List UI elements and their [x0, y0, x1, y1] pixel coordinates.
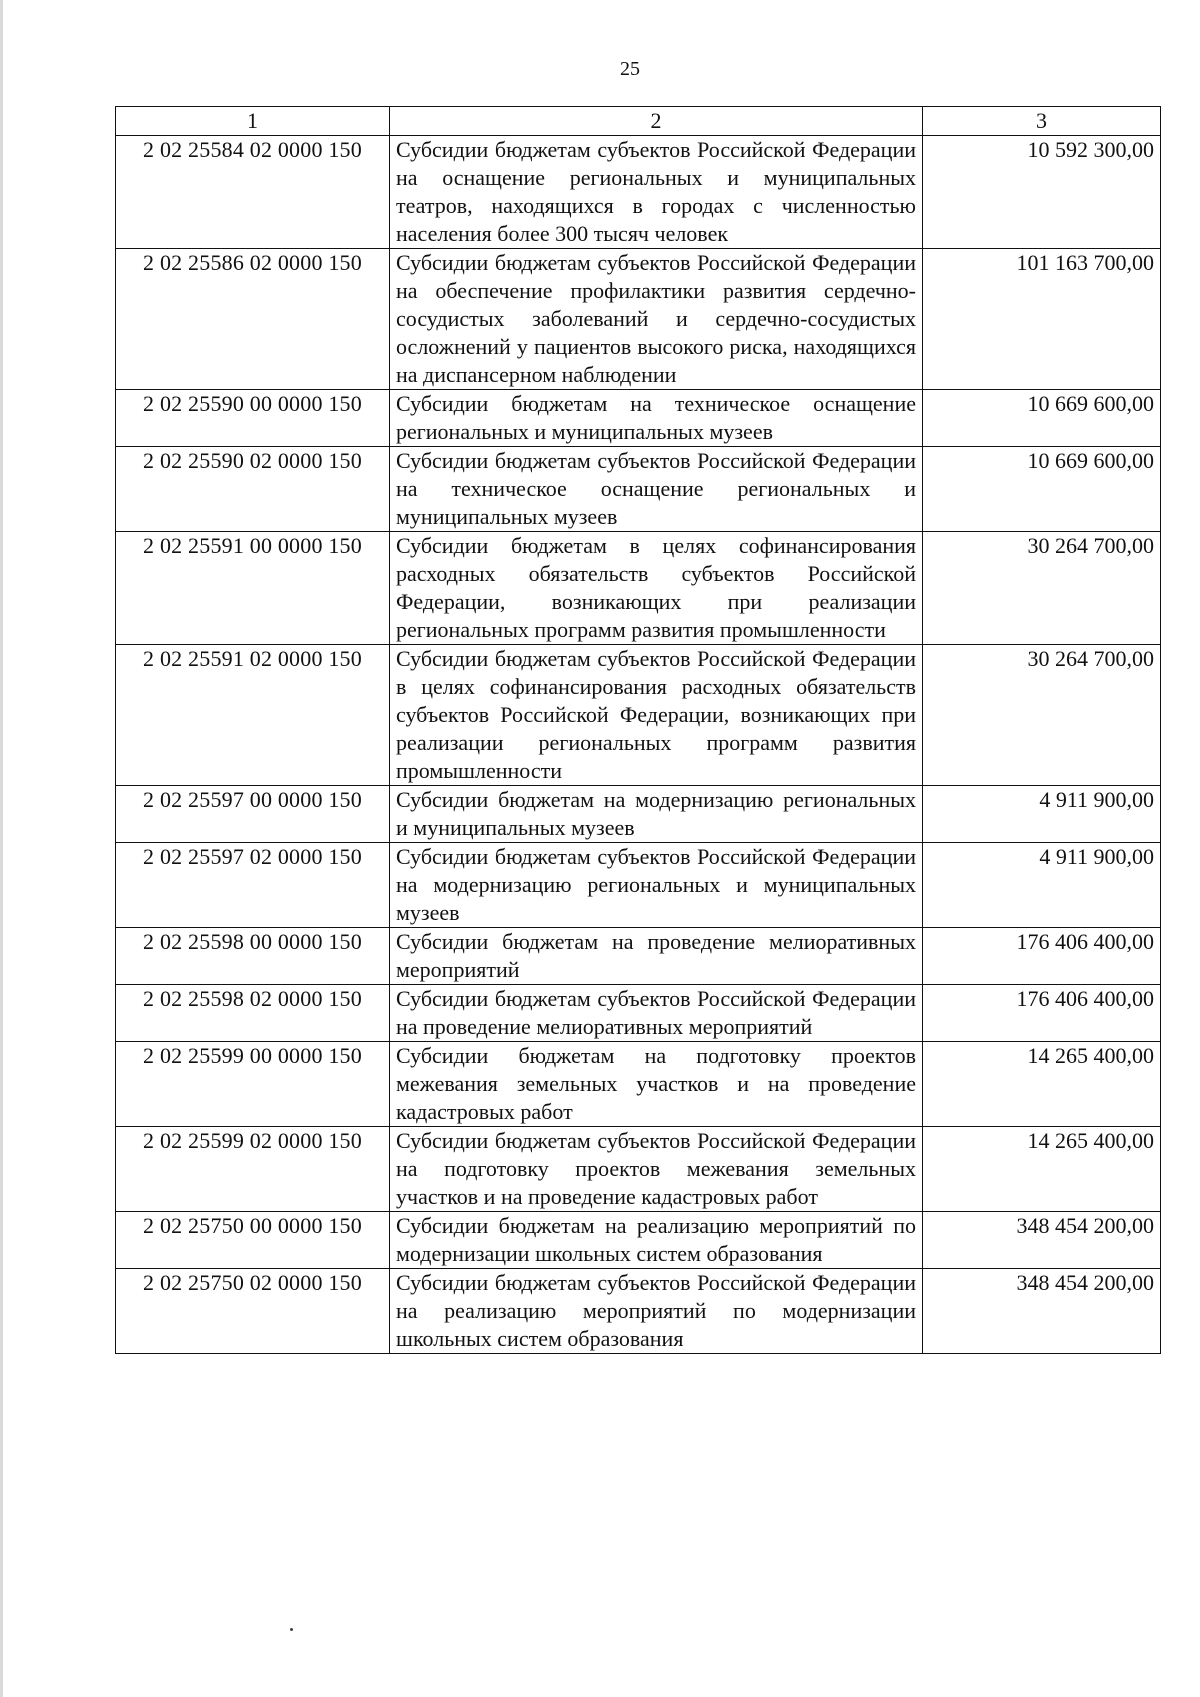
budget-code: 2 02 25590 02 0000 150 [116, 447, 390, 532]
amount: 348 454 200,00 [923, 1269, 1161, 1354]
income-name: Субсидии бюджетам в целях софинансирования расходных обязательств субъектов Российской Федерации, возникающих при реализации региональных программ развития промышленности [390, 532, 923, 645]
amount: 4 911 900,00 [923, 843, 1161, 928]
page-number: 25 [620, 58, 640, 80]
amount: 30 264 700,00 [923, 645, 1161, 786]
income-name: Субсидии бюджетам на проведение мелиоративных мероприятий [390, 928, 923, 985]
table-row [116, 532, 1161, 645]
amount: 10 669 600,00 [923, 447, 1161, 532]
income-name: Субсидии бюджетам на реализацию мероприятий по модернизации школьных систем образования [390, 1212, 923, 1269]
table-row [116, 447, 1161, 532]
header-row [116, 107, 1161, 136]
column-header-code: 1 [116, 107, 390, 136]
budget-code: 2 02 25597 00 0000 150 [116, 786, 390, 843]
income-name: Субсидии бюджетам субъектов Российской Федерации на обеспечение профилактики развития сердечно-сосудистых заболеваний и сердечно-сосудистых осложнений у пациентов высокого риска, находящихся на диспансерном наблюдении [390, 249, 923, 390]
column-header-sum: 3 [923, 107, 1161, 136]
budget-code: 2 02 25591 02 0000 150 [116, 645, 390, 786]
amount: 176 406 400,00 [923, 928, 1161, 985]
budget-code: 2 02 25586 02 0000 150 [116, 249, 390, 390]
table-row [116, 1127, 1161, 1212]
income-name: Субсидии бюджетам субъектов Российской Федерации на техническое оснащение региональных и муниципальных музеев [390, 447, 923, 532]
table-row [116, 928, 1161, 985]
amount: 14 265 400,00 [923, 1127, 1161, 1212]
income-name: Субсидии бюджетам субъектов Российской Федерации на реализацию мероприятий по модернизации школьных систем образования [390, 1269, 923, 1354]
table-row [116, 249, 1161, 390]
amount: 176 406 400,00 [923, 985, 1161, 1042]
income-name: Субсидии бюджетам субъектов Российской Федерации на подготовку проектов межевания земельных участков и на проведение кадастровых работ [390, 1127, 923, 1212]
budget-code: 2 02 25598 02 0000 150 [116, 985, 390, 1042]
income-name: Субсидии бюджетам субъектов Российской Федерации в целях софинансирования расходных обязательств субъектов Российской Федерации, возникающих при реализации региональных программ развития промышленности [390, 645, 923, 786]
budget-code: 2 02 25599 02 0000 150 [116, 1127, 390, 1212]
budget-code: 2 02 25597 02 0000 150 [116, 843, 390, 928]
income-name: Субсидии бюджетам на подготовку проектов межевания земельных участков и на проведение кадастровых работ [390, 1042, 923, 1127]
budget-code: 2 02 25750 00 0000 150 [116, 1212, 390, 1269]
budget-code: 2 02 25590 00 0000 150 [116, 390, 390, 447]
income-name: Субсидии бюджетам субъектов Российской Федерации на проведение мелиоративных мероприятий [390, 985, 923, 1042]
column-header-name: 2 [390, 107, 923, 136]
table-row [116, 985, 1161, 1042]
table-row [116, 645, 1161, 786]
table-row [116, 136, 1161, 249]
amount: 30 264 700,00 [923, 532, 1161, 645]
table-row [116, 390, 1161, 447]
budget-table [115, 106, 1161, 1354]
table-row [116, 1212, 1161, 1269]
income-name: Субсидии бюджетам субъектов Российской Федерации на оснащение региональных и муниципальных театров, находящихся в городах с численностью населения более 300 тысяч человек [390, 136, 923, 249]
table-row [116, 1269, 1161, 1354]
scan-speck [290, 1628, 293, 1631]
budget-code: 2 02 25598 00 0000 150 [116, 928, 390, 985]
table-row [116, 786, 1161, 843]
page-edge [0, 0, 3, 1697]
amount: 10 669 600,00 [923, 390, 1161, 447]
budget-code: 2 02 25599 00 0000 150 [116, 1042, 390, 1127]
amount: 348 454 200,00 [923, 1212, 1161, 1269]
table-row [116, 1042, 1161, 1127]
amount: 4 911 900,00 [923, 786, 1161, 843]
amount: 101 163 700,00 [923, 249, 1161, 390]
income-name: Субсидии бюджетам на модернизацию региональных и муниципальных музеев [390, 786, 923, 843]
budget-code: 2 02 25750 02 0000 150 [116, 1269, 390, 1354]
income-name: Субсидии бюджетам субъектов Российской Федерации на модернизацию региональных и муниципальных музеев [390, 843, 923, 928]
amount: 10 592 300,00 [923, 136, 1161, 249]
amount: 14 265 400,00 [923, 1042, 1161, 1127]
table-row [116, 843, 1161, 928]
budget-code: 2 02 25584 02 0000 150 [116, 136, 390, 249]
budget-code: 2 02 25591 00 0000 150 [116, 532, 390, 645]
income-name: Субсидии бюджетам на техническое оснащение региональных и муниципальных музеев [390, 390, 923, 447]
